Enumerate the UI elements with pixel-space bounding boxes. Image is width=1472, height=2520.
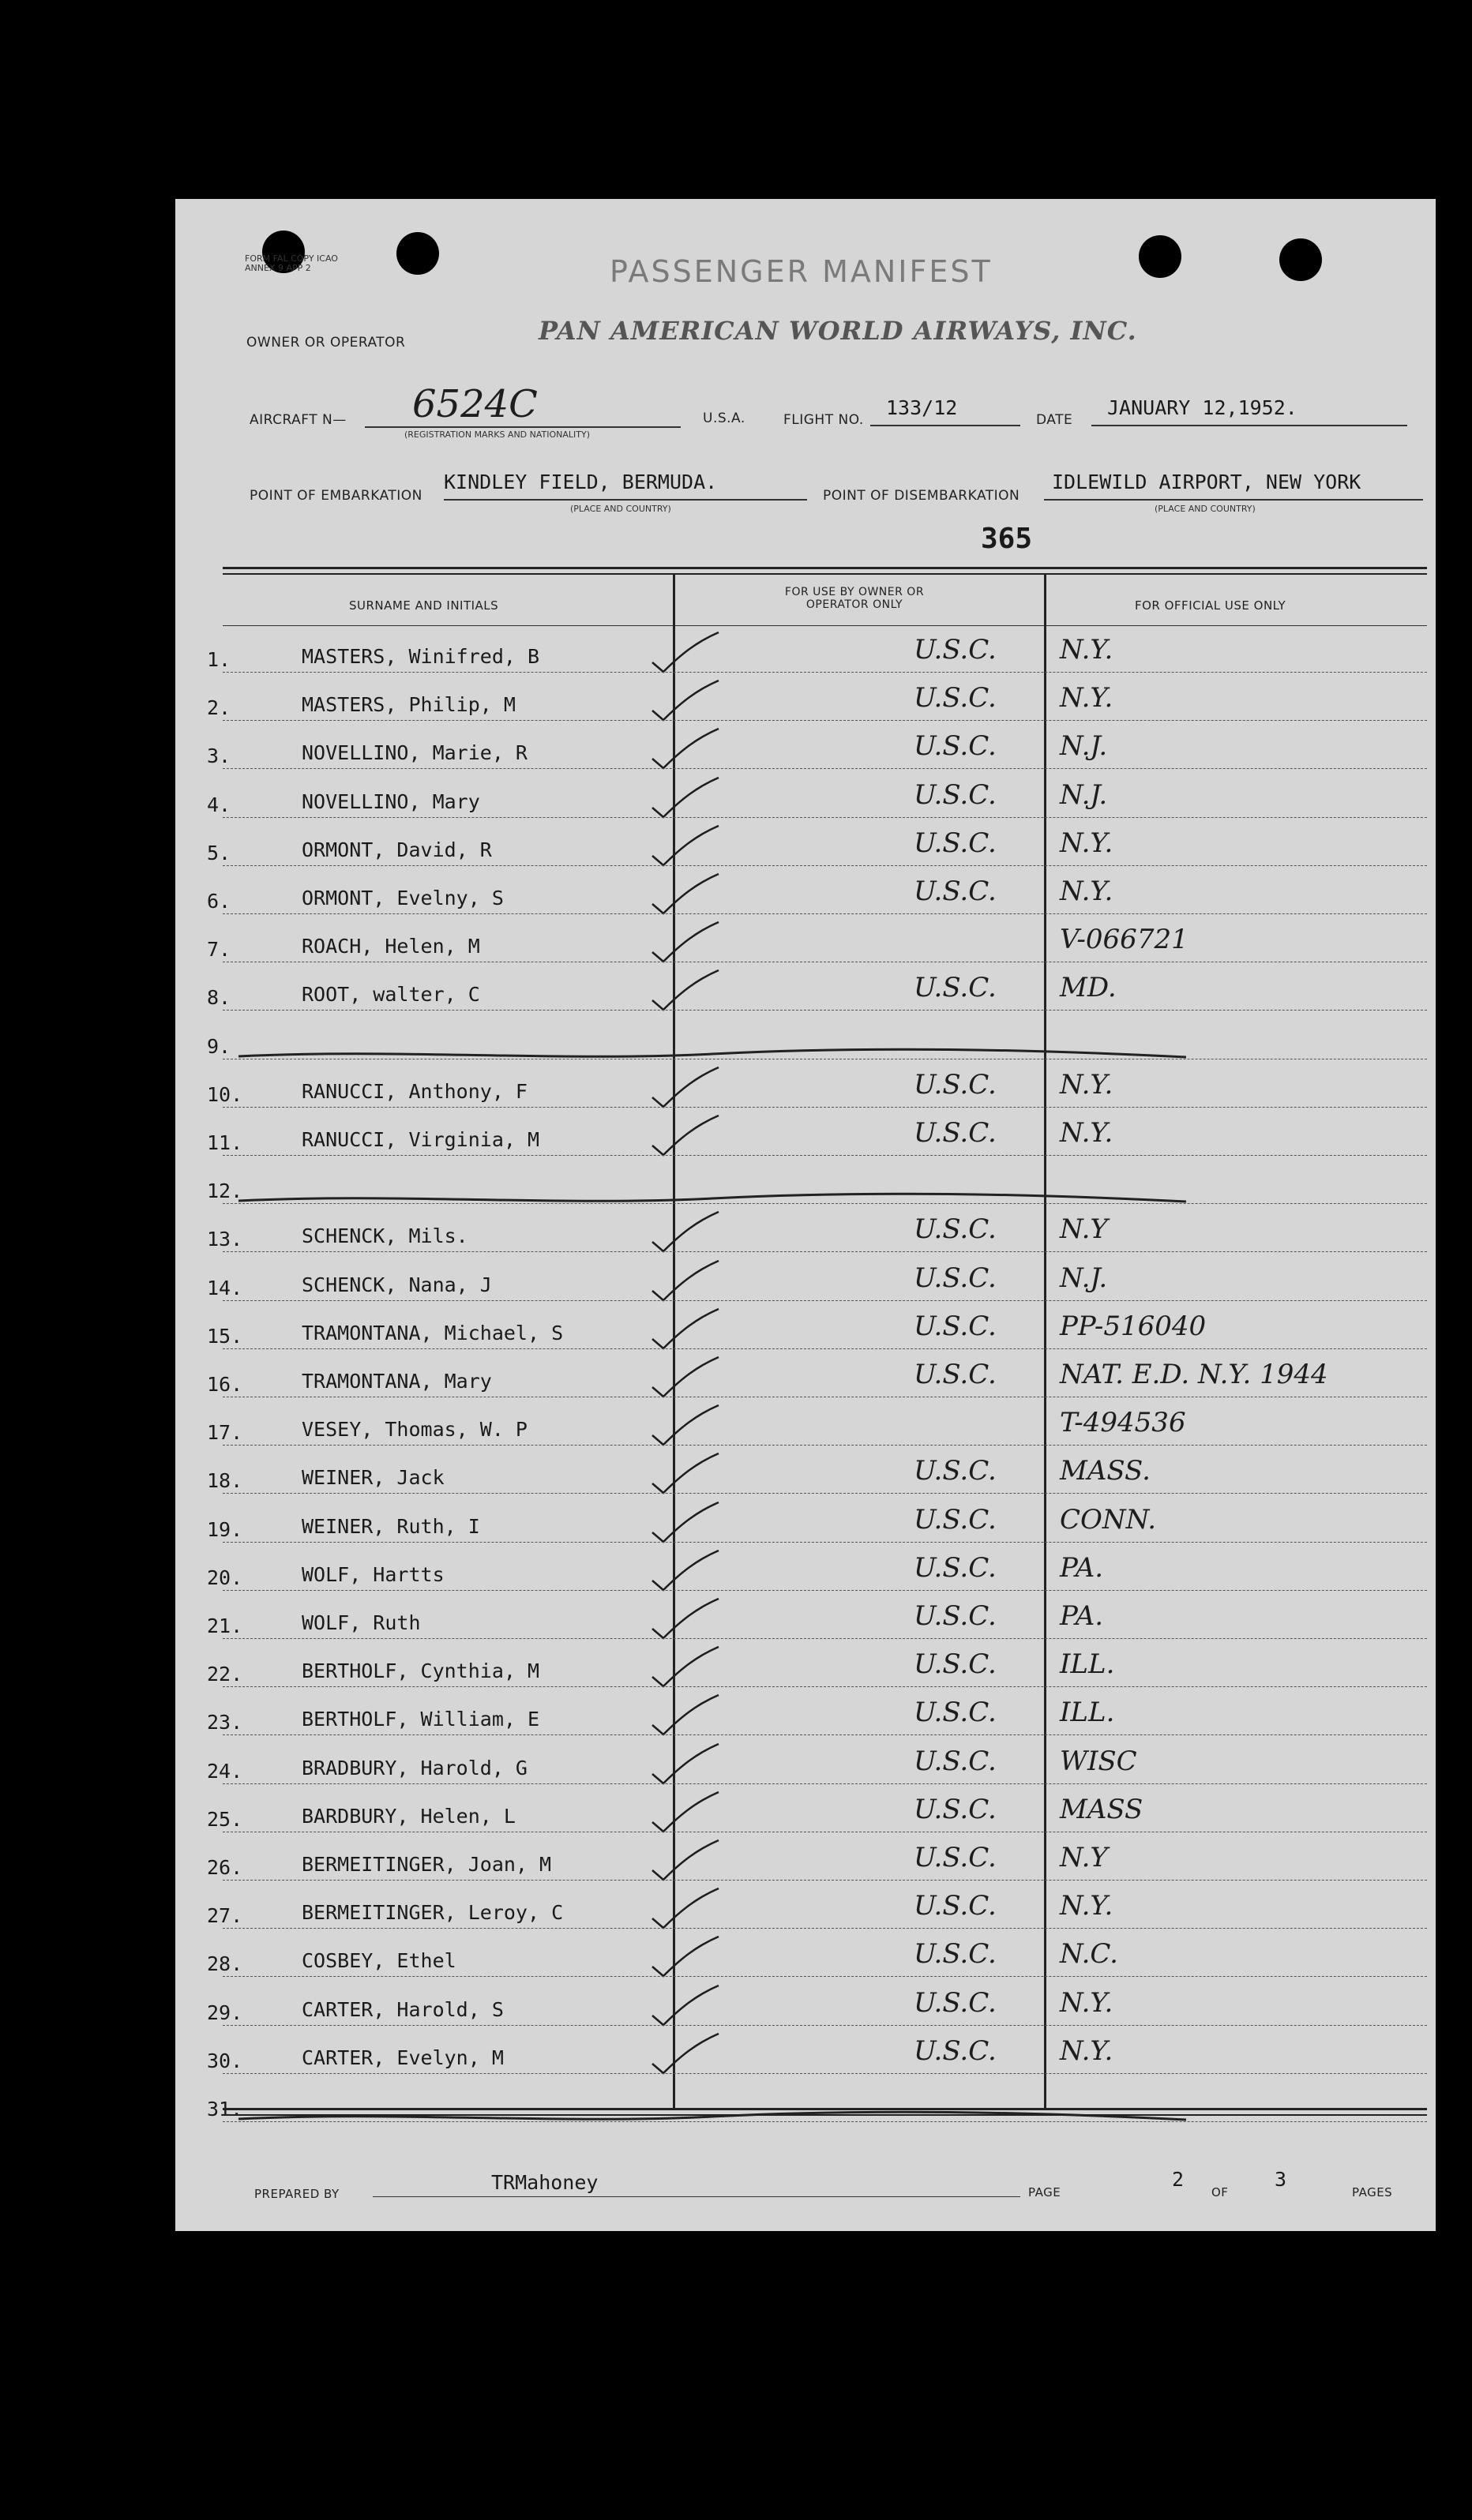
row-number: 1.	[207, 648, 231, 671]
citizenship-note: U.S.C.	[914, 1262, 997, 1294]
check-mark-icon	[649, 1984, 720, 2031]
row-rule	[223, 1348, 1427, 1349]
table-row	[175, 2087, 1436, 2134]
official-note: NAT. E.D. N.Y. 1944	[1060, 1359, 1328, 1390]
row-number: 24.	[207, 1760, 243, 1783]
row-rule	[223, 865, 1427, 866]
form-corner-note: FORM FAL COPY ICAO ANNEX 9 APP 2	[245, 253, 338, 273]
check-mark-icon	[649, 969, 720, 1016]
passenger-name: WEINER, Ruth, I	[302, 1515, 480, 1538]
row-rule	[223, 1686, 1427, 1687]
row-rule	[223, 672, 1427, 673]
passenger-name: MASTERS, Philip, M	[302, 693, 516, 716]
aircraft-registration: 6524C	[412, 382, 538, 426]
citizenship-note: U.S.C.	[914, 827, 997, 859]
row-rule	[223, 1155, 1427, 1156]
row-number: 28.	[207, 1952, 243, 1975]
passenger-name: SCHENCK, Nana, J	[302, 1273, 492, 1296]
row-rule	[223, 1590, 1427, 1591]
row-number: 30.	[207, 2049, 243, 2072]
table-row	[175, 1359, 1436, 1409]
row-number: 9.	[207, 1035, 231, 1058]
check-mark-icon	[649, 1549, 720, 1596]
of-label: OF	[1211, 2185, 1229, 2199]
row-number: 25.	[207, 1808, 243, 1831]
passenger-name: CARTER, Harold, S	[302, 1998, 504, 2021]
strike-through-line	[238, 1189, 1186, 1213]
citizenship-note: U.S.C.	[914, 682, 997, 714]
disembarkation-point: IDLEWILD AIRPORT, NEW YORK	[1052, 471, 1361, 493]
row-rule	[223, 1928, 1427, 1929]
punch-hole	[1279, 238, 1322, 281]
citizenship-note: U.S.C.	[914, 1842, 997, 1873]
check-mark-icon	[649, 1404, 720, 1451]
row-rule	[223, 768, 1427, 769]
citizenship-note: U.S.C.	[914, 972, 997, 1003]
row-rule	[223, 2121, 1427, 2122]
official-note: N.C.	[1060, 1938, 1118, 1970]
table-row	[175, 876, 1436, 926]
official-note: MD.	[1060, 972, 1117, 1003]
table-row	[175, 1168, 1436, 1216]
check-mark-icon	[649, 1693, 720, 1741]
official-note: N.Y	[1060, 1842, 1108, 1873]
row-rule	[223, 1300, 1427, 1301]
check-mark-icon	[649, 1742, 720, 1790]
citizenship-note: U.S.C.	[914, 1600, 997, 1632]
check-mark-icon	[649, 1501, 720, 1548]
table-row	[175, 1117, 1436, 1168]
row-rule	[223, 1638, 1427, 1639]
check-mark-icon	[649, 1066, 720, 1113]
page-label: PAGE	[1028, 2185, 1061, 2199]
punch-hole	[1139, 235, 1181, 278]
citizenship-note: U.S.C.	[914, 876, 997, 907]
official-note: N.Y.	[1060, 1890, 1113, 1922]
table-row	[175, 924, 1436, 974]
row-number: 11.	[207, 1131, 243, 1154]
check-mark-icon	[649, 776, 720, 823]
passenger-name: WOLF, Hartts	[302, 1563, 445, 1586]
table-row	[175, 634, 1436, 684]
check-mark-icon	[649, 727, 720, 774]
citizenship-note: U.S.C.	[914, 1794, 997, 1825]
registration-caption: (REGISTRATION MARKS AND NATIONALITY)	[404, 429, 591, 440]
official-note: PA.	[1060, 1552, 1104, 1584]
citizenship-note: U.S.C.	[914, 1504, 997, 1536]
citizenship-note: U.S.C.	[914, 1648, 997, 1680]
prepared-by: TRMahoney	[491, 2171, 599, 2194]
table-row	[175, 827, 1436, 878]
table-row	[175, 1455, 1436, 1506]
official-note: N.Y.	[1060, 827, 1113, 859]
pages-label: PAGES	[1352, 2185, 1393, 2199]
table-row	[175, 1213, 1436, 1264]
row-number: 31.	[207, 2098, 243, 2121]
passenger-name: BERMEITINGER, Joan, M	[302, 1853, 552, 1876]
row-number: 5.	[207, 842, 231, 864]
official-note: N.J.	[1060, 779, 1108, 811]
strike-through-line	[238, 2107, 1186, 2131]
official-note: PA.	[1060, 1600, 1104, 1632]
citizenship-note: U.S.C.	[914, 1359, 997, 1390]
passenger-name: ORMONT, Evelny, S	[302, 887, 504, 909]
passenger-name: SCHENCK, Mils.	[302, 1224, 468, 1247]
check-mark-icon	[649, 1114, 720, 1161]
citizenship-note: U.S.C.	[914, 2035, 997, 2067]
owner-label: OWNER OR OPERATOR	[246, 335, 406, 351]
passenger-name: ORMONT, David, R	[302, 838, 492, 861]
row-number: 19.	[207, 1518, 243, 1541]
official-note: T-494536	[1060, 1407, 1186, 1438]
place-caption-disembarkation: (PLACE AND COUNTRY)	[1155, 504, 1256, 514]
check-mark-icon	[649, 1791, 720, 1838]
official-note: N.Y.	[1060, 1117, 1113, 1149]
table-row	[175, 2035, 1436, 2086]
passenger-name: COSBEY, Ethel	[302, 1949, 456, 1972]
citizenship-note: U.S.C.	[914, 1455, 997, 1487]
row-number: 16.	[207, 1373, 243, 1396]
official-note: PP-516040	[1060, 1311, 1207, 1342]
citizenship-note: U.S.C.	[914, 730, 997, 762]
row-rule	[223, 1734, 1427, 1735]
check-mark-icon	[649, 1259, 720, 1307]
official-note: N.Y.	[1060, 682, 1113, 714]
official-note: N.Y.	[1060, 2035, 1113, 2067]
operator-name: PAN AMERICAN WORLD AIRWAYS, INC.	[539, 316, 1137, 346]
check-mark-icon	[649, 1597, 720, 1644]
row-number: 18.	[207, 1469, 243, 1492]
official-note: N.J.	[1060, 1262, 1108, 1294]
citizenship-note: U.S.C.	[914, 634, 997, 666]
page-title: PASSENGER MANIFEST	[610, 254, 993, 289]
table-row	[175, 1987, 1436, 2038]
passenger-name: TRAMONTANA, Mary	[302, 1370, 492, 1393]
row-rule	[223, 1203, 1427, 1204]
row-rule	[223, 1107, 1427, 1108]
row-rule	[223, 913, 1427, 914]
check-mark-icon	[649, 872, 720, 920]
citizenship-note: U.S.C.	[914, 1890, 997, 1922]
official-note: N.Y.	[1060, 1987, 1113, 2019]
table-row	[175, 972, 1436, 1022]
row-rule	[223, 817, 1427, 818]
check-mark-icon	[649, 824, 720, 872]
row-number: 7.	[207, 938, 231, 961]
table-row	[175, 1311, 1436, 1361]
official-note: N.Y	[1060, 1213, 1108, 1245]
check-mark-icon	[649, 921, 720, 968]
table-row	[175, 779, 1436, 830]
table-row	[175, 1069, 1436, 1119]
row-rule	[223, 1783, 1427, 1784]
row-number: 8.	[207, 986, 231, 1009]
date-label: DATE	[1036, 412, 1073, 428]
official-note: N.J.	[1060, 730, 1108, 762]
passenger-name: WEINER, Jack	[302, 1466, 445, 1489]
citizenship-note: U.S.C.	[914, 1987, 997, 2019]
table-row	[175, 1890, 1436, 1941]
passenger-name: TRAMONTANA, Michael, S	[302, 1322, 564, 1344]
passenger-name: NOVELLINO, Mary	[302, 790, 480, 813]
row-number: 22.	[207, 1663, 243, 1686]
passenger-name: ROACH, Helen, M	[302, 935, 480, 958]
official-note: MASS	[1060, 1794, 1143, 1825]
citizenship-note: U.S.C.	[914, 779, 997, 811]
row-number: 12.	[207, 1179, 243, 1202]
column-official-use: FOR OFFICIAL USE ONLY	[1135, 598, 1286, 613]
check-mark-icon	[649, 1935, 720, 1982]
flight-label: FLIGHT NO.	[783, 412, 864, 428]
place-caption-embarkation: (PLACE AND COUNTRY)	[570, 504, 671, 514]
citizenship-note: U.S.C.	[914, 1938, 997, 1970]
check-mark-icon	[649, 2032, 720, 2079]
row-rule	[223, 1010, 1427, 1011]
check-mark-icon	[649, 631, 720, 678]
column-surname: SURNAME AND INITIALS	[349, 598, 499, 613]
row-number: 29.	[207, 2001, 243, 2024]
official-note: V-066721	[1060, 924, 1188, 955]
row-rule	[223, 2025, 1427, 2026]
table-row	[175, 1648, 1436, 1699]
disembarkation-label: POINT OF DISEMBARKATION	[823, 488, 1020, 504]
passenger-name: BARDBURY, Helen, L	[302, 1805, 516, 1828]
row-number: 17.	[207, 1421, 243, 1444]
passenger-name: MASTERS, Winifred, B	[302, 645, 540, 668]
row-number: 20.	[207, 1566, 243, 1589]
passenger-name: RANUCCI, Virginia, M	[302, 1128, 540, 1151]
row-number: 3.	[207, 744, 231, 767]
row-number: 6.	[207, 890, 231, 913]
passenger-name: BERTHOLF, Cynthia, M	[302, 1659, 540, 1682]
flight-date: JANUARY 12,1952.	[1107, 396, 1297, 419]
check-mark-icon	[649, 1452, 720, 1499]
row-number: 26.	[207, 1856, 243, 1879]
check-mark-icon	[649, 1307, 720, 1355]
passenger-name: ROOT, walter, C	[302, 983, 480, 1006]
passenger-name: VESEY, Thomas, W. P	[302, 1418, 528, 1441]
row-number: 13.	[207, 1228, 243, 1251]
row-number: 2.	[207, 696, 231, 719]
table-row	[175, 1552, 1436, 1603]
row-rule	[223, 1880, 1427, 1881]
manifest-sheet	[175, 199, 1436, 2231]
check-mark-icon	[649, 1210, 720, 1258]
table-row	[175, 1504, 1436, 1554]
table-row	[175, 1842, 1436, 1892]
row-rule	[223, 1493, 1427, 1494]
table-row	[175, 1794, 1436, 1844]
passenger-name: NOVELLINO, Marie, R	[302, 741, 528, 764]
official-note: N.Y.	[1060, 876, 1113, 907]
row-number: 23.	[207, 1711, 243, 1734]
row-number: 27.	[207, 1904, 243, 1927]
row-rule	[223, 1251, 1427, 1252]
page-total: 3	[1275, 2168, 1287, 2191]
prepared-by-label: PREPARED BY	[254, 2187, 340, 2201]
official-note: ILL.	[1060, 1648, 1115, 1680]
stamp-number: 365	[981, 523, 1033, 555]
row-rule	[223, 1542, 1427, 1543]
citizenship-note: U.S.C.	[914, 1746, 997, 1777]
column-owner-use: FOR USE BY OWNER OR OPERATOR ONLY	[784, 586, 925, 611]
table-row	[175, 1262, 1436, 1313]
table-row	[175, 1600, 1436, 1651]
row-number: 15.	[207, 1325, 243, 1348]
table-row	[175, 1938, 1436, 1989]
table-row	[175, 1024, 1436, 1071]
row-rule	[223, 1976, 1427, 1977]
flight-number: 133/12	[886, 396, 958, 419]
official-note: N.Y.	[1060, 1069, 1113, 1101]
passenger-name: BERMEITINGER, Leroy, C	[302, 1901, 564, 1924]
citizenship-note: U.S.C.	[914, 1311, 997, 1342]
strike-through-line	[238, 1044, 1186, 1068]
passenger-name: BRADBURY, Harold, G	[302, 1757, 528, 1779]
check-mark-icon	[649, 1356, 720, 1403]
aircraft-label: AIRCRAFT N—	[250, 412, 347, 428]
page-number: 2	[1172, 2168, 1185, 2191]
row-rule	[223, 2073, 1427, 2074]
table-row	[175, 1407, 1436, 1457]
citizenship-note: U.S.C.	[914, 1213, 997, 1245]
usa-label: U.S.A.	[703, 411, 745, 426]
official-note: CONN.	[1060, 1504, 1157, 1536]
check-mark-icon	[649, 1887, 720, 1934]
table-row	[175, 682, 1436, 733]
embarkation-point: KINDLEY FIELD, BERMUDA.	[444, 471, 718, 493]
official-note: ILL.	[1060, 1697, 1115, 1728]
check-mark-icon	[649, 1645, 720, 1693]
row-rule	[223, 720, 1427, 721]
table-row	[175, 1746, 1436, 1796]
check-mark-icon	[649, 679, 720, 726]
table-row	[175, 730, 1436, 781]
embarkation-label: POINT OF EMBARKATION	[250, 488, 422, 504]
citizenship-note: U.S.C.	[914, 1069, 997, 1101]
check-mark-icon	[649, 1839, 720, 1886]
row-number: 21.	[207, 1614, 243, 1637]
row-number: 10.	[207, 1083, 243, 1106]
passenger-name: RANUCCI, Anthony, F	[302, 1080, 528, 1103]
row-number: 14.	[207, 1277, 243, 1299]
punch-hole	[396, 232, 439, 275]
passenger-name: CARTER, Evelyn, M	[302, 2046, 504, 2069]
citizenship-note: U.S.C.	[914, 1117, 997, 1149]
citizenship-note: U.S.C.	[914, 1552, 997, 1584]
passenger-name: WOLF, Ruth	[302, 1611, 421, 1634]
row-rule	[223, 1445, 1427, 1446]
official-note: MASS.	[1060, 1455, 1151, 1487]
row-number: 4.	[207, 793, 231, 816]
official-note: N.Y.	[1060, 634, 1113, 666]
table-row	[175, 1697, 1436, 1747]
passenger-name: BERTHOLF, William, E	[302, 1708, 540, 1731]
official-note: WISC	[1060, 1746, 1137, 1777]
citizenship-note: U.S.C.	[914, 1697, 997, 1728]
